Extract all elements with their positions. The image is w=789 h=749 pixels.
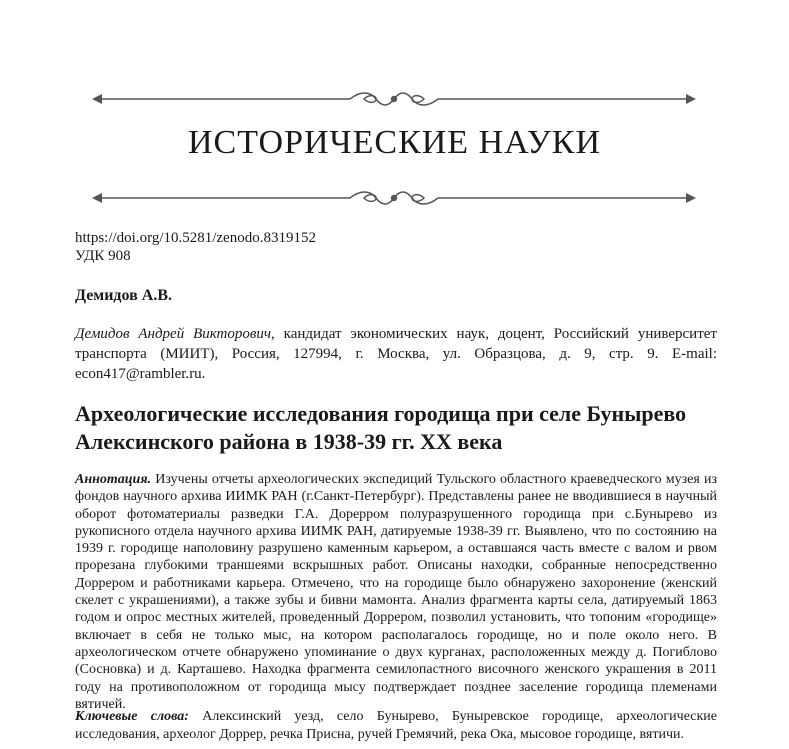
doi-link[interactable]: https://doi.org/10.5281/zenodo.8319152	[75, 230, 316, 246]
abstract-text: Изучены отчеты археологических экспедиций Тульского областного краеведческого музея из фондов научного архива ИИМК РАН (г.Санкт-Петербург). Представлены ранее не вводившиеся в научный оборот фотоматериалы разведки Г.А. Дорерром полуразрушенного городища при с.Бунырево из рукописного отдела научного архива ИИМК РАН, датируемые 1938-39 гг. Выявлено, что по состоянию на 1939 г. городище наполовину разрушено каменным карьером, а оставшаяся часть вместе с валом и рвом прорезана глубокими траншеями вскрышных работ. Описаны находки, собранные непосредственно Доррером и работниками карьера. Отмечено, что на городище было обнаружено захоронение (женский скелет с украшениями), а также зубы и бивни мамонта. Анализ фрагмента карты села, датируемый 1863 годом и опрос местных жителей, проведенный Доррером, позволил установить, что топоним «городище» включает в себя не только мыс, на котором располагалось городище, но и поле около него. В археологическом отчете обнаружено упоминание о двух курганах, расположенных между д. Погиблово (Сосновка) и д. Карташево. Находка фрагмента семилопастного височного женского украшения в 2011 году на противоположном от городища мысу подтверждает позднее заселение городища племенами вятичей.	[75, 472, 717, 712]
ornamental-divider-icon	[88, 88, 700, 110]
keywords-text: Алексинский уезд, село Бунырево, Буныревское городище, археологические исследования, археолог Доррер, речка Присна, ручей Гремячий, река Ока, мысовое городище, вятичи.	[75, 709, 717, 742]
ornamental-divider-icon	[88, 187, 700, 209]
keywords-label: Ключевые слова:	[75, 709, 189, 724]
udk-code: УДК 908	[75, 248, 131, 264]
abstract	[75, 471, 717, 713]
paper-title: Археологические исследования городища при селе Бунырево Алексинского района в 1938-39 гг. XX века	[75, 401, 687, 454]
affiliation-text: кандидат экономических наук, доцент, Российский университет транспорта (МИИТ), Россия, 127994, г. Москва, ул. Образцова, д. 9, стр. 9. E-mail: econ417@rambler.ru.	[75, 326, 717, 382]
author-full-name: Демидов Андрей Викторович,	[75, 326, 275, 342]
abstract-label: Аннотация.	[75, 472, 152, 487]
keywords	[75, 708, 717, 744]
author-short-name: Демидов А.В.	[75, 287, 172, 304]
section-title: ИСТОРИЧЕСКИЕ НАУКИ	[187, 124, 602, 161]
author-affiliation	[75, 324, 717, 384]
